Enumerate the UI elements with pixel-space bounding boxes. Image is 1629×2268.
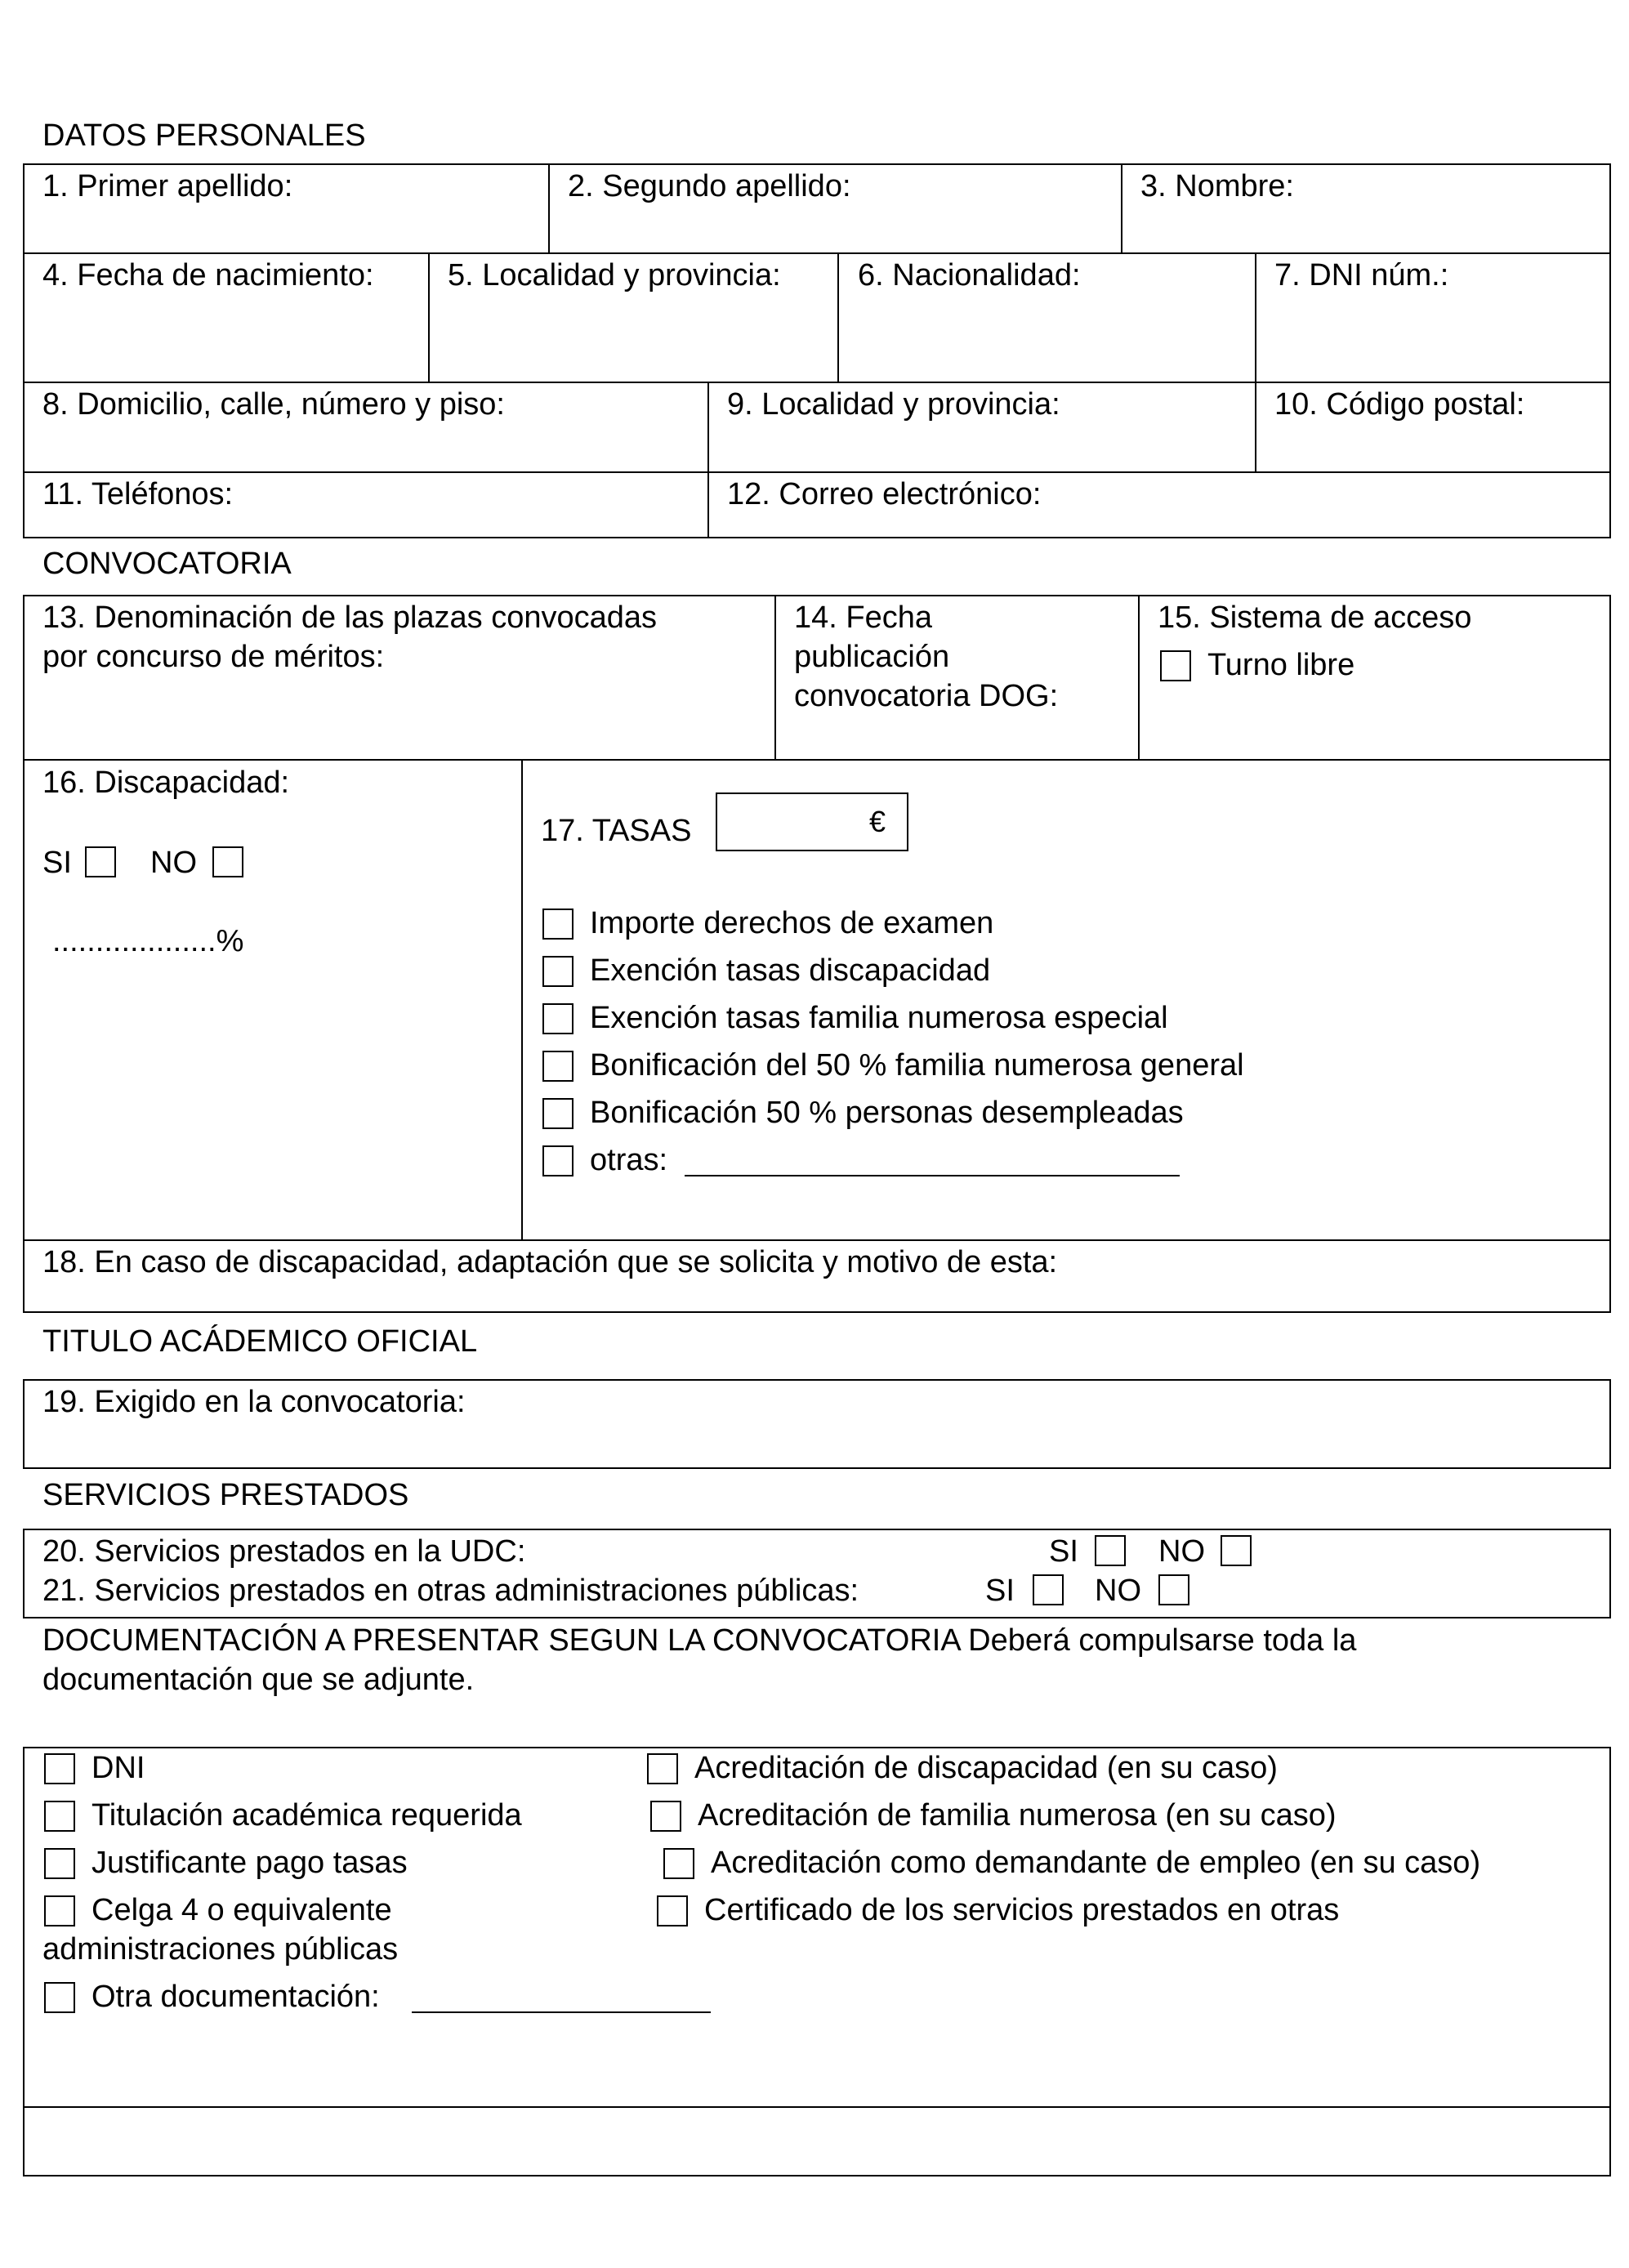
tasas-option-checkbox[interactable] xyxy=(542,1051,573,1082)
fecha-nacimiento-field[interactable] xyxy=(26,296,426,379)
telefonos-field[interactable] xyxy=(26,515,705,536)
label-fecha-publicacion: 14. Fecha xyxy=(794,600,932,635)
doc-label: DNI xyxy=(91,1751,145,1785)
discapacidad-no-checkbox[interactable] xyxy=(212,846,243,877)
localidad-provincia-nacimiento-field[interactable] xyxy=(432,296,835,379)
label-servicios-otras: 21. Servicios prestados en otras administraciones públicas: xyxy=(42,1574,859,1608)
doc-checkbox-titulacion[interactable] xyxy=(44,1801,75,1832)
otra-documentacion-field[interactable] xyxy=(412,2011,711,2013)
dni-field[interactable] xyxy=(1259,296,1609,379)
tasas-option-label: Exención tasas discapacidad xyxy=(590,953,991,988)
doc-checkbox-dni[interactable] xyxy=(44,1753,75,1784)
label-servicios-otras-si: SI xyxy=(985,1574,1015,1608)
adaptacion-discapacidad-field[interactable] xyxy=(26,1281,1608,1310)
label-codigo-postal: 10. Código postal: xyxy=(1274,387,1525,422)
label-servicios-udc: 20. Servicios prestados en la UDC: xyxy=(42,1534,526,1569)
col-divider xyxy=(774,595,776,759)
label-domicilio: 8. Domicilio, calle, número y piso: xyxy=(42,387,505,422)
row-divider xyxy=(23,471,1611,473)
doc-label: Titulación académica requerida xyxy=(91,1798,522,1833)
label-turno-libre: Turno libre xyxy=(1207,648,1355,682)
section-title-servicios: SERVICIOS PRESTADOS xyxy=(42,1478,409,1512)
label-discapacidad-no: NO xyxy=(150,846,197,880)
turno-libre-checkbox[interactable] xyxy=(1160,650,1191,681)
label-primer-apellido: 1. Primer apellido: xyxy=(42,169,293,203)
label-localidad-provincia-domicilio: 9. Localidad y provincia: xyxy=(727,387,1060,422)
label-fecha-publicacion-cont: publicación xyxy=(794,640,950,674)
label-discapacidad: 16. Discapacidad: xyxy=(42,766,290,800)
label-nombre: 3. Nombre: xyxy=(1140,169,1294,203)
doc-checkbox-celga[interactable] xyxy=(44,1895,75,1926)
label-correo-electronico: 12. Correo electrónico: xyxy=(727,477,1042,511)
label-servicios-udc-no: NO xyxy=(1158,1534,1205,1569)
col-divider xyxy=(1121,163,1122,252)
row-divider xyxy=(23,382,1611,383)
label-nacionalidad: 6. Nacionalidad: xyxy=(858,258,1081,292)
servicios-udc-si-checkbox[interactable] xyxy=(1095,1535,1126,1566)
doc-checkbox-familia-numerosa[interactable] xyxy=(650,1801,681,1832)
domicilio-field[interactable] xyxy=(26,425,705,469)
segundo-apellido-field[interactable] xyxy=(552,206,1118,250)
doc-checkbox-discapacidad[interactable] xyxy=(647,1753,678,1784)
nombre-field[interactable] xyxy=(1125,206,1609,250)
localidad-provincia-domicilio-field[interactable] xyxy=(712,425,1252,469)
row-divider xyxy=(23,1239,1611,1241)
doc-checkbox-justificante[interactable] xyxy=(44,1848,75,1879)
doc-label-wrap: administraciones públicas xyxy=(42,1932,399,1967)
doc-label: Certificado de los servicios prestados en otras xyxy=(704,1893,1340,1927)
row-divider xyxy=(23,252,1611,254)
tasas-option-checkbox[interactable] xyxy=(542,956,573,987)
col-divider xyxy=(548,163,550,252)
discapacidad-si-checkbox[interactable] xyxy=(85,846,116,877)
label-denominacion-plazas-cont: por concurso de méritos: xyxy=(42,640,385,674)
label-discapacidad-si: SI xyxy=(42,846,72,880)
servicios-udc-no-checkbox[interactable] xyxy=(1221,1535,1252,1566)
section-title-titulo: TITULO ACÁDEMICO OFICIAL xyxy=(42,1324,478,1359)
col-divider xyxy=(1138,595,1140,759)
label-servicios-udc-si: SI xyxy=(1049,1534,1078,1569)
nacionalidad-field[interactable] xyxy=(841,296,1252,379)
label-localidad-provincia-nacimiento: 5. Localidad y provincia: xyxy=(448,258,781,292)
tasas-option-label: Bonificación 50 % personas desempleadas xyxy=(590,1096,1184,1130)
label-dni: 7. DNI núm.: xyxy=(1274,258,1449,292)
tasas-option-label: Importe derechos de examen xyxy=(590,906,994,940)
label-sistema-acceso: 15. Sistema de acceso xyxy=(1158,600,1472,635)
label-denominacion-plazas: 13. Denominación de las plazas convocadas xyxy=(42,600,658,635)
section-title-convocatoria: CONVOCATORIA xyxy=(42,547,292,581)
tasas-option-checkbox[interactable] xyxy=(542,1145,573,1176)
col-divider xyxy=(521,759,523,1239)
servicios-otras-si-checkbox[interactable] xyxy=(1033,1574,1064,1605)
doc-label: Acreditación de discapacidad (en su caso) xyxy=(694,1751,1278,1785)
tasas-option-checkbox[interactable] xyxy=(542,1098,573,1129)
row-divider xyxy=(23,2106,1611,2108)
doc-checkbox-demandante-empleo[interactable] xyxy=(663,1848,694,1879)
label-fecha-nacimiento: 4. Fecha de nacimiento: xyxy=(42,258,374,292)
doc-label: Justificante pago tasas xyxy=(91,1846,408,1880)
col-divider xyxy=(707,471,709,538)
col-divider xyxy=(837,252,839,382)
tasas-otras-field[interactable] xyxy=(685,1175,1180,1176)
doc-checkbox-certificado-servicios[interactable] xyxy=(657,1895,688,1926)
correo-electronico-field[interactable] xyxy=(712,515,1609,536)
section-title-documentacion: DOCUMENTACIÓN A PRESENTAR SEGUN LA CONVOCATORIA Deberá compulsarse toda la xyxy=(42,1623,1357,1658)
tasas-option-label: otras: xyxy=(590,1143,668,1177)
section-title-personal: DATOS PERSONALES xyxy=(42,118,366,153)
label-exigido-convocatoria: 19. Exigido en la convocatoria: xyxy=(42,1385,466,1419)
doc-label: Acreditación como demandante de empleo (en su caso) xyxy=(711,1846,1481,1880)
label-fecha-publicacion-cont2: convocatoria DOG: xyxy=(794,679,1059,713)
doc-label: Otra documentación: xyxy=(91,1980,380,2014)
label-adaptacion-discapacidad: 18. En caso de discapacidad, adaptación que se solicita y motivo de esta: xyxy=(42,1245,1058,1279)
col-divider xyxy=(1255,382,1256,471)
tasas-option-checkbox[interactable] xyxy=(542,909,573,940)
tasas-option-checkbox[interactable] xyxy=(542,1003,573,1034)
tasas-option-label: Exención tasas familia numerosa especial xyxy=(590,1001,1168,1035)
doc-checkbox-otra[interactable] xyxy=(44,1982,75,2013)
col-divider xyxy=(428,252,430,382)
doc-label: Celga 4 o equivalente xyxy=(91,1893,392,1927)
label-tasas: 17. TASAS xyxy=(541,814,692,848)
codigo-postal-field[interactable] xyxy=(1259,425,1609,469)
discapacidad-percent-field[interactable]: ...................% xyxy=(52,924,244,958)
tasas-currency-symbol: € xyxy=(869,805,886,838)
doc-label: Acreditación de familia numerosa (en su caso) xyxy=(698,1798,1337,1833)
label-telefonos: 11. Teléfonos: xyxy=(42,477,234,511)
label-servicios-otras-no: NO xyxy=(1095,1574,1141,1608)
col-divider xyxy=(1255,252,1256,382)
titulo-exigido-field[interactable] xyxy=(26,1422,1608,1466)
primer-apellido-field[interactable] xyxy=(26,206,546,250)
tasas-option-label: Bonificación del 50 % familia numerosa general xyxy=(590,1048,1244,1083)
documentacion-extra-field[interactable] xyxy=(26,2110,1608,2173)
servicios-otras-no-checkbox[interactable] xyxy=(1158,1574,1189,1605)
label-segundo-apellido: 2. Segundo apellido: xyxy=(568,169,851,203)
col-divider xyxy=(707,382,709,471)
row-divider xyxy=(23,759,1611,761)
section-title-documentacion-cont: documentación que se adjunte. xyxy=(42,1663,475,1697)
